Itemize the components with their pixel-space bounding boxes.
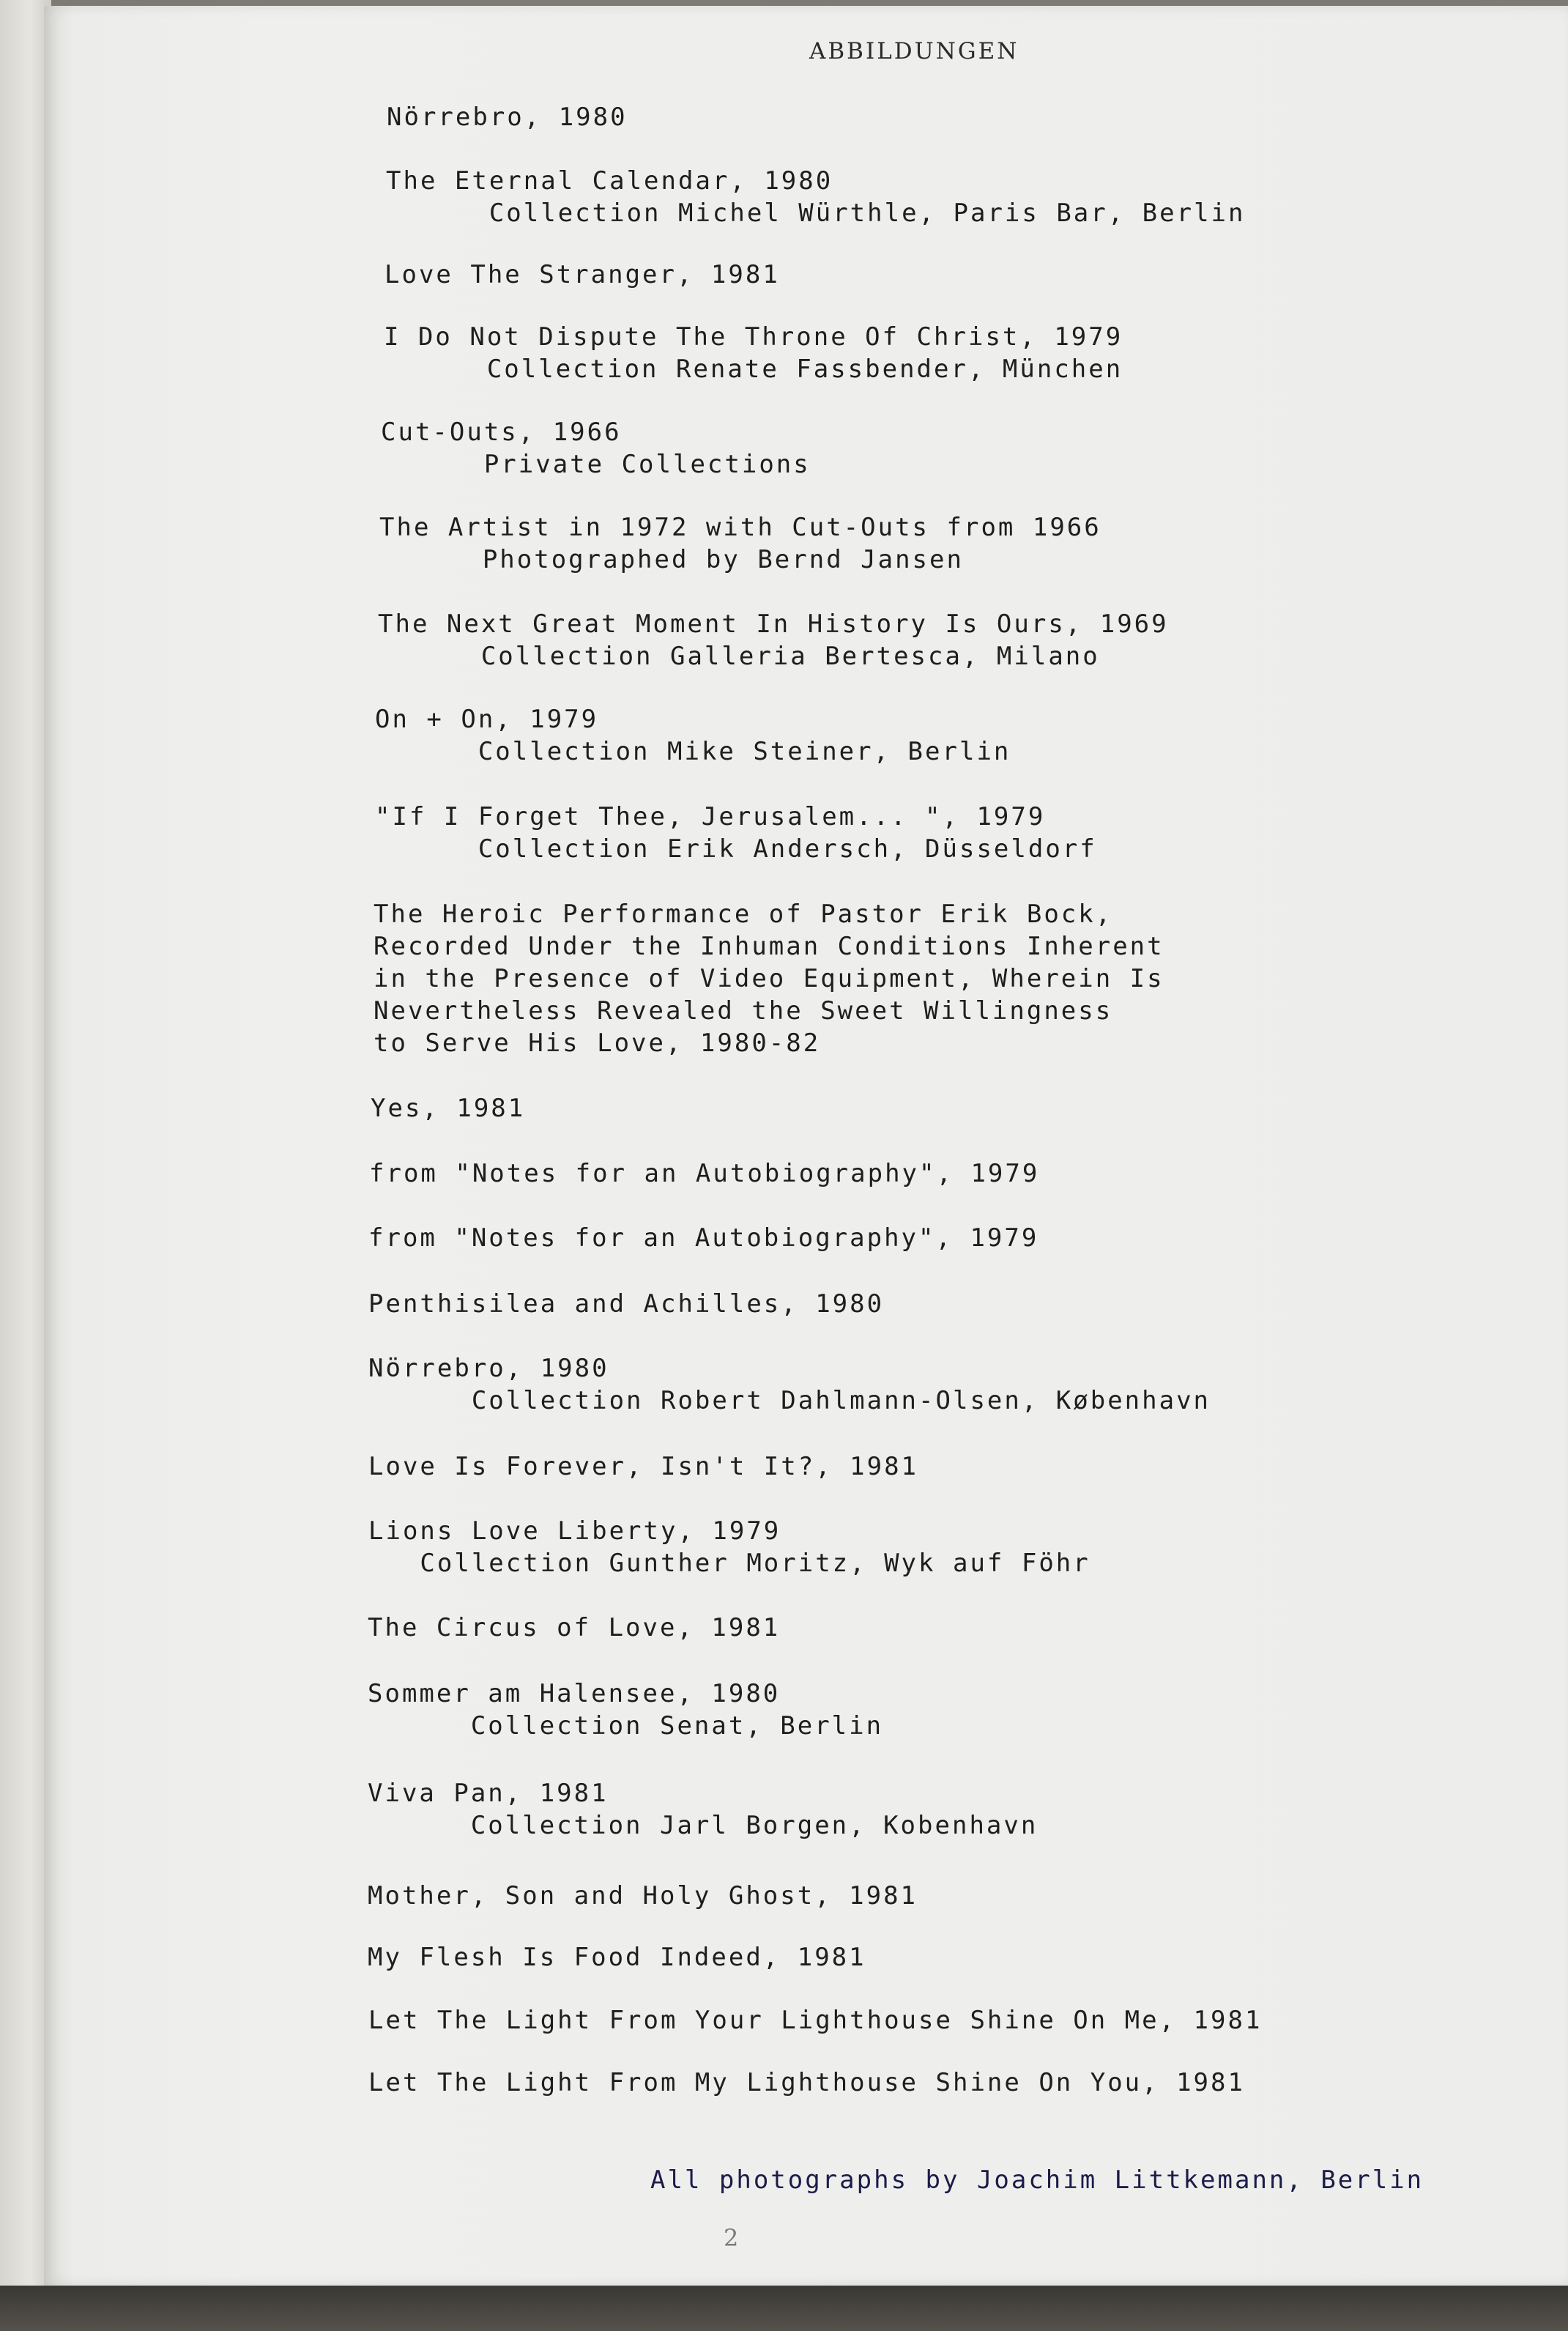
entry-title: Lions Love Liberty, 1979 xyxy=(368,1516,781,1546)
entry-title: The Circus of Love, 1981 xyxy=(368,1613,781,1642)
entry-detail: to Serve His Love, 1980-82 xyxy=(374,1029,821,1058)
photo-credit: All photographs by Joachim Littkemann, Berlin xyxy=(650,2165,1424,2195)
entry-detail: Private Collections xyxy=(381,450,811,479)
entry-detail: Collection Renate Fassbender, München xyxy=(384,355,1123,384)
entry-title: I Do Not Dispute The Throne Of Christ, 1979 xyxy=(384,322,1123,352)
entry-detail: Collection Jarl Borgen, Kobenhavn xyxy=(368,1811,1038,1840)
entry-title: Let The Light From My Lighthouse Shine On You, 1981 xyxy=(368,2068,1245,2097)
entry-detail: Recorded Under the Inhuman Conditions Inherent xyxy=(374,932,1164,961)
page-number: 2 xyxy=(724,2224,739,2252)
entry-title: Yes, 1981 xyxy=(371,1094,526,1123)
entry-title: The Next Great Moment In History Is Ours, 1969 xyxy=(378,609,1169,639)
entry-title: Nörrebro, 1980 xyxy=(387,103,628,132)
bottom-shadow xyxy=(0,2286,1568,2331)
entry-title: On + On, 1979 xyxy=(375,705,599,734)
entry-title: Mother, Son and Holy Ghost, 1981 xyxy=(368,1881,918,1911)
entry-title: The Heroic Performance of Pastor Erik Bock, xyxy=(374,900,1113,929)
entry-title: Penthisilea and Achilles, 1980 xyxy=(368,1289,885,1319)
entry-detail: Collection Michel Würthle, Paris Bar, Berlin xyxy=(386,199,1246,228)
entry-title: Love The Stranger, 1981 xyxy=(384,260,780,289)
entry-detail: in the Presence of Video Equipment, Wherein Is xyxy=(374,964,1164,993)
entry-detail: Collection Mike Steiner, Berlin xyxy=(375,737,1011,766)
entry-title: Viva Pan, 1981 xyxy=(368,1779,609,1808)
entry-title: Let The Light From Your Lighthouse Shine On Me, 1981 xyxy=(368,2006,1263,2035)
entry-detail: Collection Senat, Berlin xyxy=(368,1711,884,1741)
entry-detail: Collection Robert Dahlmann-Olsen, København xyxy=(368,1386,1211,1415)
entry-detail: Photographed by Bernd Jansen xyxy=(379,545,964,574)
entry-title: Cut-Outs, 1966 xyxy=(381,418,622,447)
entry-title: "If I Forget Thee, Jerusalem... ", 1979 xyxy=(375,802,1046,831)
entry-detail: Collection Gunther Moritz, Wyk auf Föhr xyxy=(368,1549,1090,1578)
entry-detail: Collection Erik Andersch, Düsseldorf xyxy=(375,834,1097,864)
entry-title: The Artist in 1972 with Cut-Outs from 1966 xyxy=(379,513,1101,542)
entry-title: The Eternal Calendar, 1980 xyxy=(386,166,833,196)
entry-detail: Collection Galleria Bertesca, Milano xyxy=(378,642,1100,671)
entry-title: My Flesh Is Food Indeed, 1981 xyxy=(368,1943,866,1972)
entry-title: Love Is Forever, Isn't It?, 1981 xyxy=(368,1452,919,1481)
entry-title: Nörrebro, 1980 xyxy=(368,1354,609,1383)
entry-title: Sommer am Halensee, 1980 xyxy=(368,1679,781,1708)
entry-title: from "Notes for an Autobiography", 1979 xyxy=(368,1223,1039,1253)
page-heading: ABBILDUNGEN xyxy=(809,38,1019,64)
entry-title: from "Notes for an Autobiography", 1979 xyxy=(369,1159,1040,1188)
entry-detail: Nevertheless Revealed the Sweet Willingness xyxy=(374,996,1113,1026)
